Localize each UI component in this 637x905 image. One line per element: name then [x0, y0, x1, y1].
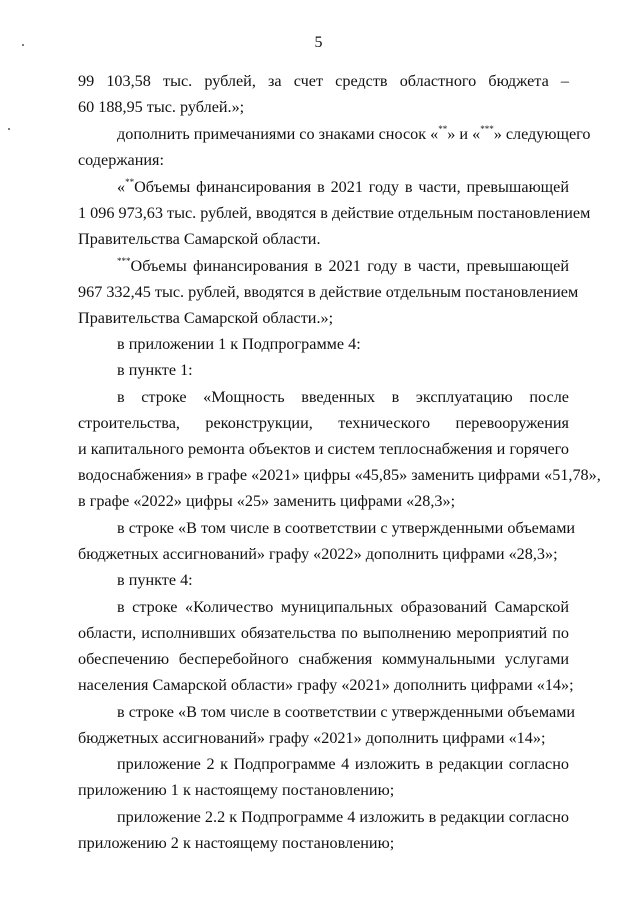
text-line: бюджетных ассигнований» графу «2022» дополнить цифрами «28,3»; [78, 545, 558, 563]
text-line: «**Объемы финансирования в 2021 году в части, превышающей [117, 177, 569, 196]
page-number: 5 [314, 34, 323, 51]
text-line: 99 103,58 тыс. рублей, за счет средств областного бюджета – [78, 72, 569, 90]
text-line: водоснабжения» в графе «2021» цифры «45,85» заменить цифрами «51,78», [78, 466, 601, 484]
text-line: ***Объемы финансирования в 2021 году в части, превышающей [117, 256, 569, 275]
text-line: области, исполнивших обязательства по выполнению мероприятий по [78, 624, 569, 642]
text-line: в графе «2022» цифры «25» заменить цифрами «28,3»; [78, 492, 456, 510]
text-line: в строке «В том числе в соответствии с утвержденными объемами [117, 519, 576, 537]
text-line: содержания: [78, 151, 164, 169]
scan-speck [8, 128, 10, 130]
footnote-marker: ** [125, 177, 135, 187]
text-line: в приложении 1 к Подпрограмме 4: [117, 335, 361, 353]
text-line: в пункте 4: [117, 571, 193, 589]
text-line: строительства, реконструкции, технического перевооружения [78, 414, 569, 432]
text-line: бюджетных ассигнований» графу «2021» дополнить цифрами «14»; [78, 729, 546, 747]
text-line: дополнить примечаниями со знаками сносок «**» и «***» следующего [117, 124, 591, 143]
text-line: приложению 1 к настоящему постановлению; [78, 781, 395, 799]
text-line: Правительства Самарской области.»; [78, 309, 334, 327]
footnote-marker: ** [438, 124, 448, 134]
text-line: в строке «Количество муниципальных образований Самарской [117, 598, 569, 616]
text-line: и капитального ремонта объектов и систем теплоснабжения и горячего [78, 440, 569, 458]
text-line: населения Самарской области» графу «2021» дополнить цифрами «14»; [78, 676, 574, 694]
text-line: в строке «Мощность введенных в эксплуатацию после [117, 388, 569, 406]
text-line: 1 096 973,63 тыс. рублей, вводятся в действие отдельным постановлением [78, 204, 591, 222]
text-line: 60 188,95 тыс. рублей.»; [78, 98, 245, 116]
text-line: приложение 2.2 к Подпрограмме 4 изложить в редакции согласно [117, 808, 569, 826]
text-line: Правительства Самарской области. [78, 230, 321, 248]
text-line: 967 332,45 тыс. рублей, вводятся в действие отдельным постановлением [78, 283, 579, 301]
footnote-marker: *** [480, 124, 494, 134]
text-line: в строке «В том числе в соответствии с утвержденными объемами [117, 703, 576, 721]
text-line: обеспечению бесперебойного снабжения коммунальными услугами [78, 650, 569, 668]
text-line: в пункте 1: [117, 361, 193, 379]
footnote-marker: *** [117, 256, 131, 266]
text-line: приложению 2 к настоящему постановлению; [78, 834, 395, 852]
text-line: приложение 2 к Подпрограмме 4 изложить в редакции согласно [117, 755, 569, 773]
